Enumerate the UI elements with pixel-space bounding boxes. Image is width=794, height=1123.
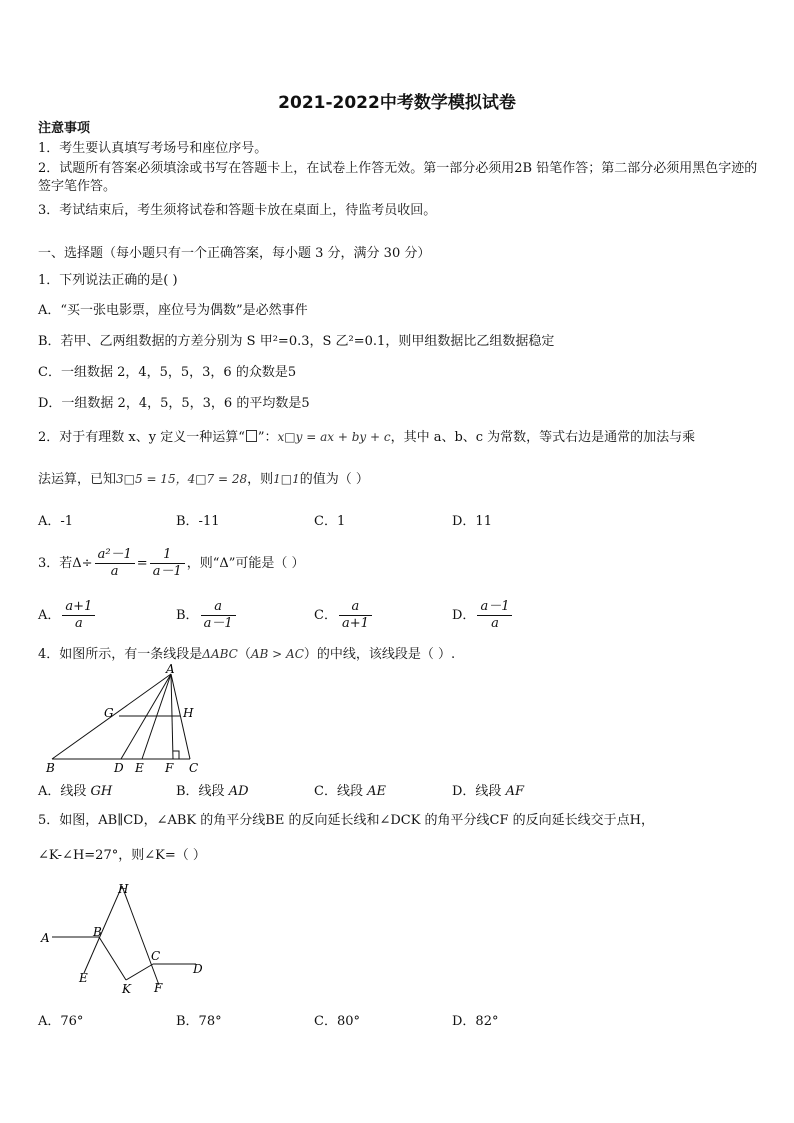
q2-option-c: C．1 <box>314 514 346 529</box>
label-k: K <box>122 982 131 996</box>
line-kc <box>126 964 153 980</box>
q4-stem-c: ）的中线，该线段是（ ）. <box>303 647 456 662</box>
q4-option-d-seg: AF <box>505 784 524 799</box>
q3-stem-b: ，则“Δ”可能是（ ） <box>186 556 305 571</box>
q3-equals: = <box>136 556 148 571</box>
operator-box-icon <box>246 430 257 442</box>
q4-condition: AB > AC <box>250 647 304 661</box>
label-c: C <box>151 949 161 963</box>
q4-option-d-label: D．线段 <box>452 784 506 799</box>
notice-heading: 注意事项 <box>38 121 91 136</box>
q3-frac1-den: a <box>110 564 119 579</box>
q2-option-b: B．-11 <box>176 514 220 529</box>
q4-option-c-seg: AE <box>367 784 386 799</box>
notice-item-2: 2．试题所有答案必须填涂或书写在答题卡上，在试卷上作答无效。第一部分必须用2B 铅笔作答；第二部分必须用黑色字迹的签字笔作答。 <box>38 161 758 194</box>
q3-option-c-den: a+1 <box>341 616 369 631</box>
q3-option-a-fraction <box>62 599 95 632</box>
q2-stem-a: 2．对于有理数 x、y 定义一种运算“ <box>38 430 245 445</box>
label-e: E <box>79 971 88 985</box>
label-b: B <box>46 761 55 775</box>
q3-option-a-num: a+1 <box>62 599 95 616</box>
section-heading: 一、选择题（每小题只有一个正确答案，每小题 3 分，满分 30 分） <box>38 246 431 261</box>
q3-option-c-num: a <box>339 599 372 616</box>
label-d: D <box>114 761 124 775</box>
q2-stem-b: ”： <box>257 430 278 445</box>
q3-stem-a: 3．若 <box>38 556 73 571</box>
q5-stem: 5．如图，AB∥CD，∠ABK 的角平分线BE 的反向延长线和∠DCK 的角平分线CF 的反向延长线交于点H， <box>38 813 654 828</box>
q5-option-b: B．78° <box>176 1014 222 1029</box>
q4-option-c-label: C．线段 <box>314 784 368 799</box>
label-g: G <box>104 706 114 720</box>
q5-figure <box>38 876 218 1001</box>
q4-option-d <box>452 780 524 799</box>
q3-option-c-label: C． <box>314 608 337 623</box>
q3-option-d-label: D． <box>452 608 476 623</box>
q2-stem-line1 <box>38 428 695 447</box>
q3-option-b-num: a <box>201 599 236 616</box>
q3-option-a <box>38 598 97 634</box>
q3-option-b-den: a－1 <box>203 616 233 631</box>
q4-triangle: ΔABC <box>202 647 238 661</box>
q4-option-a-label: A．线段 <box>38 784 91 799</box>
q3-option-d-fraction <box>477 599 512 632</box>
q3-triangle: Δ÷ <box>72 556 93 571</box>
q1-stem: 1．下列说法正确的是( ) <box>38 273 178 288</box>
notice-item-1: 1．考生要认真填写考场号和座位序号。 <box>38 141 268 156</box>
q3-frac2-num: 1 <box>150 547 185 564</box>
q4-stem-a: 4．如图所示，有一条线段是 <box>38 647 203 662</box>
q2-target: 1□1 <box>273 472 300 486</box>
q3-option-a-den: a <box>74 616 83 631</box>
label-d: D <box>193 962 203 976</box>
label-e: E <box>135 761 144 775</box>
q4-option-a-seg: GH <box>90 784 113 799</box>
q3-frac2-den: a－1 <box>152 564 182 579</box>
q1-option-d: D．一组数据 2，4，5，5，3，6 的平均数是5 <box>38 396 310 411</box>
q3-option-a-label: A． <box>38 608 61 623</box>
q3-option-c-fraction <box>339 599 372 632</box>
q2-given: 3□5 = 15，4□7 = 28 <box>116 472 248 486</box>
right-angle-mark <box>173 751 179 759</box>
q1-option-b: B．若甲、乙两组数据的方差分别为 S 甲²=0.3，S 乙²=0.1，则甲组数据比乙组数据稳定 <box>38 334 555 349</box>
q4-stem <box>38 645 455 664</box>
q3-option-d <box>452 598 514 634</box>
q3-stem <box>38 546 305 582</box>
line-he <box>84 886 122 973</box>
label-h: H <box>183 706 194 720</box>
q3-frac1-num: a²－1 <box>95 547 135 564</box>
page-title: 2021-2022中考数学模拟试卷 <box>278 93 516 113</box>
line-bk <box>99 937 126 980</box>
label-a: A <box>166 664 175 676</box>
q2-stem-c: ，其中 a、b、c 为常数，等式右边是通常的加法与乘 <box>390 430 696 445</box>
label-a: A <box>41 931 50 945</box>
q3-option-b-label: B． <box>176 608 199 623</box>
q2-stem-line2 <box>38 470 369 489</box>
q3-option-d-den: a <box>491 616 499 631</box>
q4-option-b-seg: AD <box>228 784 249 799</box>
q5-stem-2: ∠K-∠H=27°，则∠K=（ ） <box>38 848 206 863</box>
q4-option-c <box>314 780 386 799</box>
q4-triangle-figure <box>38 664 208 776</box>
q3-option-b-fraction <box>201 599 236 632</box>
label-b: B <box>93 925 102 939</box>
q1-option-c: C．一组数据 2，4，5，5，3，6 的众数是5 <box>38 365 297 380</box>
q3-option-c <box>314 598 374 634</box>
label-c: C <box>189 761 199 775</box>
q3-option-b <box>176 598 238 634</box>
q2-stem2-a: 法运算，已知 <box>38 472 117 487</box>
label-f: F <box>154 981 163 995</box>
label-f: F <box>165 761 174 775</box>
q3-fraction-left <box>95 547 135 580</box>
notice-item-3: 3．考试结束后，考生须将试卷和答题卡放在桌面上，待监考员收回。 <box>38 203 437 218</box>
q2-formula: x□y = ax + by + c <box>277 430 391 444</box>
q2-stem2-b: ，则 <box>247 472 274 487</box>
q4-stem-b: （ <box>237 647 251 662</box>
label-h: H <box>118 882 129 896</box>
q3-option-d-num: a－1 <box>477 599 512 616</box>
q4-option-a <box>38 780 112 799</box>
q2-stem2-c: 的值为（ ） <box>299 472 369 487</box>
q5-option-a: A．76° <box>38 1014 84 1029</box>
q1-option-a: A．“买一张电影票，座位号为偶数”是必然事件 <box>38 303 308 318</box>
line-hf <box>122 886 159 985</box>
q4-option-b <box>176 780 249 799</box>
q4-option-b-label: B．线段 <box>176 784 229 799</box>
q3-fraction-right <box>150 547 185 580</box>
q2-option-d: D．11 <box>452 514 492 529</box>
q2-option-a: A．-1 <box>38 514 74 529</box>
q5-option-c: C．80° <box>314 1014 360 1029</box>
q5-option-d: D．82° <box>452 1014 499 1029</box>
